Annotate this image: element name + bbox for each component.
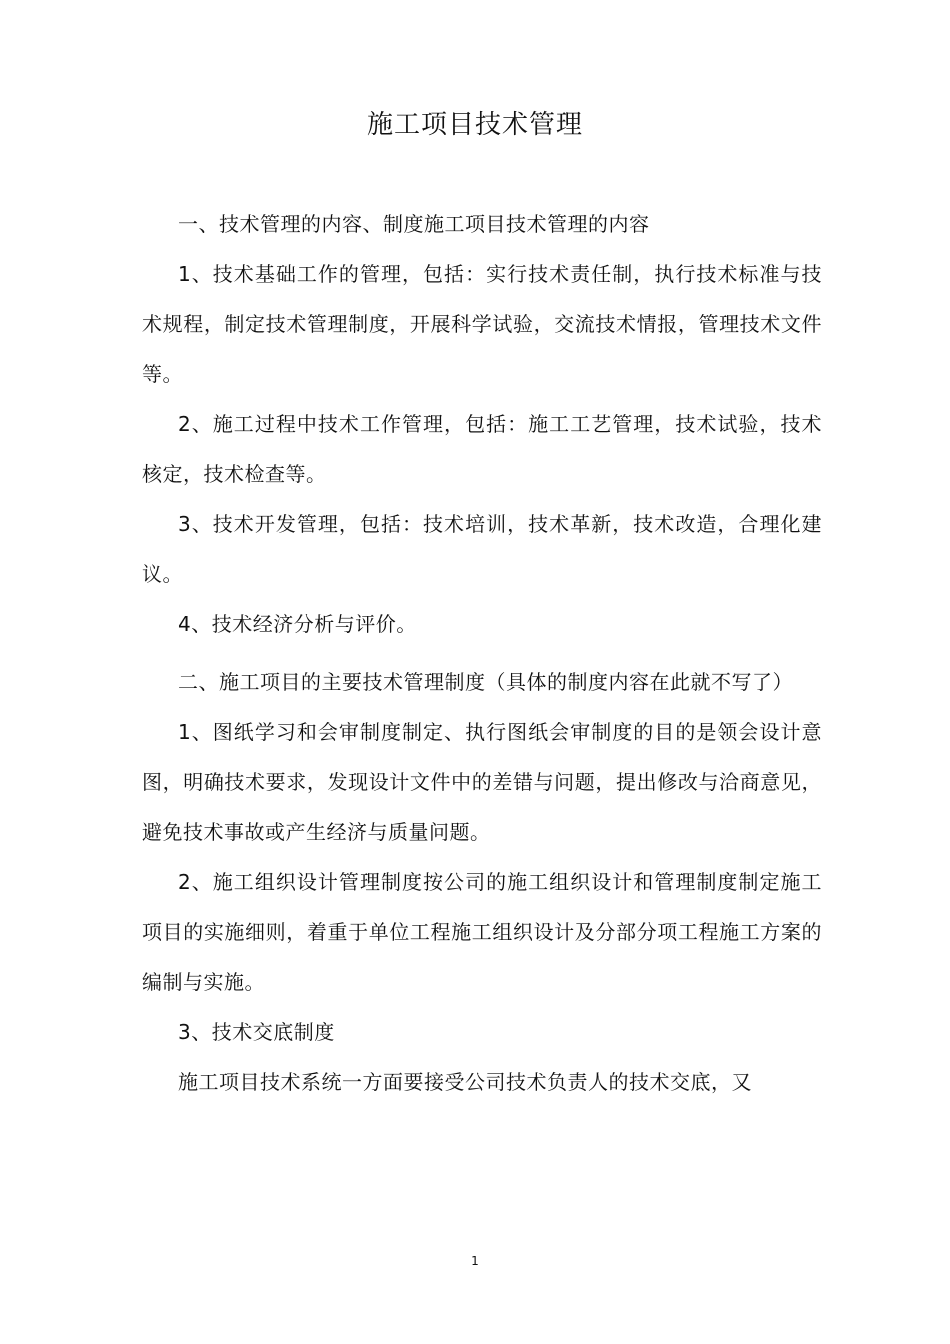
paragraph-2-2: 2、施工组织设计管理制度按公司的施工组织设计和管理制度制定施工项目的实施细则，着重于单位工程施工组织设计及分部分项工程施工方案的编制与实施。 [142,870,822,994]
paragraph-1-4: 4、技术经济分析与评价。 [178,612,417,636]
document-title: 施工项目技术管理 [366,110,583,140]
document-body [142,0,822,1107]
paragraph-2-3: 3、技术交底制度 [178,1020,335,1044]
paragraph-1-3: 3、技术开发管理，包括：技术培训，技术革新，技术改造，合理化建议。 [142,512,822,586]
section-heading-1: 一、技术管理的内容、制度施工项目技术管理的内容 [178,212,650,236]
paragraph-2-3-body: 施工项目技术系统一方面要接受公司技术负责人的技术交底，又 [178,1070,752,1094]
paragraph-1-1: 1、技术基础工作的管理，包括：实行技术责任制，执行技术标准与技术规程，制定技术管理制度，开展科学试验，交流技术情报，管理技术文件等。 [142,262,822,386]
page-number: 1 [471,1254,479,1268]
paragraph-2-1: 1、图纸学习和会审制度制定、执行图纸会审制度的目的是领会设计意图，明确技术要求，发现设计文件中的差错与问题，提出修改与洽商意见，避免技术事故或产生经济与质量问题。 [142,720,822,844]
section-heading-2: 二、施工项目的主要技术管理制度（具体的制度内容在此就不写了） [178,670,793,694]
paragraph-1-2: 2、施工过程中技术工作管理，包括：施工工艺管理，技术试验，技术核定，技术检查等。 [142,412,822,486]
